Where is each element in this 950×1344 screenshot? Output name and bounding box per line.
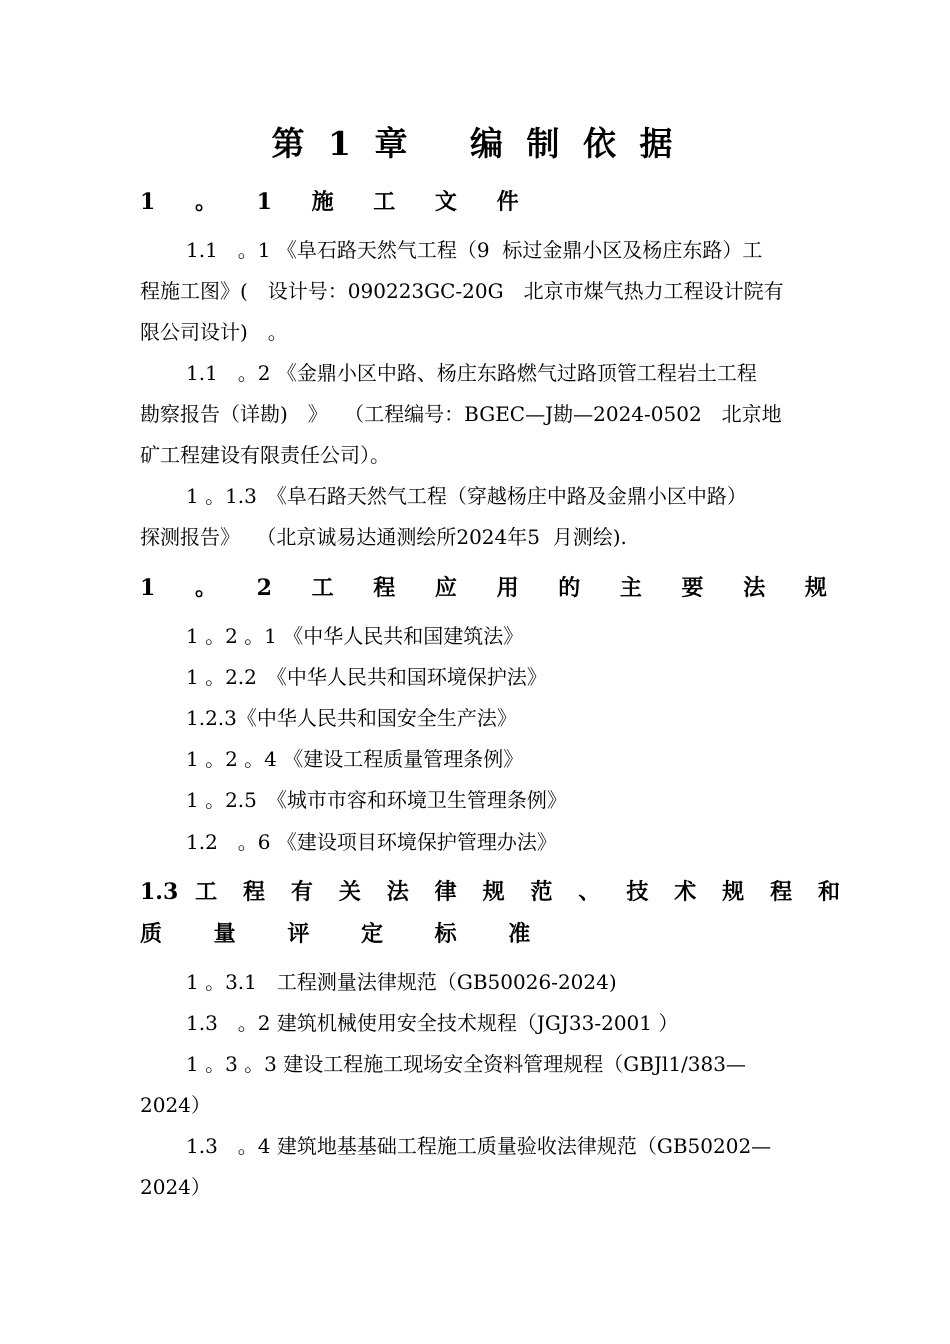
paragraph-line: 勘察报告（详勘) 》 （工程编号：BGEC—J勘—2024-0502 北京地 [140, 402, 782, 426]
paragraph-line: 矿工程建设有限责任公司）。 [140, 443, 390, 467]
paragraph-1-1-2 [140, 353, 834, 476]
paragraph-1-1-3 [140, 476, 834, 558]
paragraph-line: 限公司设计) 。 [140, 320, 288, 344]
section-heading-1-3-line1: 1.3 工 程 有 关 法 律 规 范 、 技 术 规 程 和 [140, 879, 840, 905]
paragraph-line: 探测报告》 （北京诚易达通测绘所2024年5 月测绘). [140, 525, 627, 549]
list-item: 1.2 。6 《建设项目环境保护管理办法》 [186, 830, 557, 854]
section-heading-1-3-line2: 质 量 评 定 标 准 [140, 921, 553, 947]
paragraph-line: 程施工图》( 设计号：090223GC-20G 北京市煤气热力工程设计院有 [140, 279, 784, 303]
paragraph-line: 1.1 。2 《金鼎小区中路、杨庄东路燃气过路顶管工程岩土工程 [186, 361, 757, 385]
chapter-title: 第 1 章 编 制 依 据 [271, 124, 679, 163]
list-item: 1 。2.5 《城市市容和环境卫生管理条例》 [186, 788, 567, 812]
section-heading-1-2: 1 。 2 工 程 应 用 的 主 要 法 规 [140, 575, 843, 601]
paragraph-line: 1 。1.3 《阜石路天然气工程（穿越杨庄中路及金鼎小区中路） [186, 484, 747, 508]
paragraph-1-1-1 [140, 230, 834, 353]
section-heading-1-1: 1 。 1 施 工 文 件 [140, 189, 535, 215]
list-item: 1 。2 。1 《中华人民共和国建筑法》 [186, 624, 524, 648]
paragraph-line: 2024） [140, 1175, 211, 1199]
paragraph-line: 1 。3 。3 建设工程施工现场安全资料管理规程（GBJl1/383— [186, 1052, 746, 1076]
list-item: 1 。3.1 工程测量法律规范（GB50026-2024) [186, 970, 617, 994]
paragraph-line: 1.3 。4 建筑地基基础工程施工质量验收法律规范（GB50202— [186, 1134, 772, 1158]
paragraph-line: 2024） [140, 1093, 211, 1117]
paragraph-1-3-3 [140, 1044, 834, 1126]
paragraph-1-3-4 [140, 1126, 834, 1208]
list-item: 1.2.3《中华人民共和国安全生产法》 [186, 706, 517, 730]
list-item: 1.3 。2 建筑机械使用安全技术规程（JGJ33-2001 ） [186, 1011, 679, 1035]
list-item: 1 。2.2 《中华人民共和国环境保护法》 [186, 665, 547, 689]
list-item: 1 。2 。4 《建设工程质量管理条例》 [186, 747, 524, 771]
paragraph-line: 1.1 。1 《阜石路天然气工程（9 标过金鼎小区及杨庄东路）工 [186, 238, 763, 262]
